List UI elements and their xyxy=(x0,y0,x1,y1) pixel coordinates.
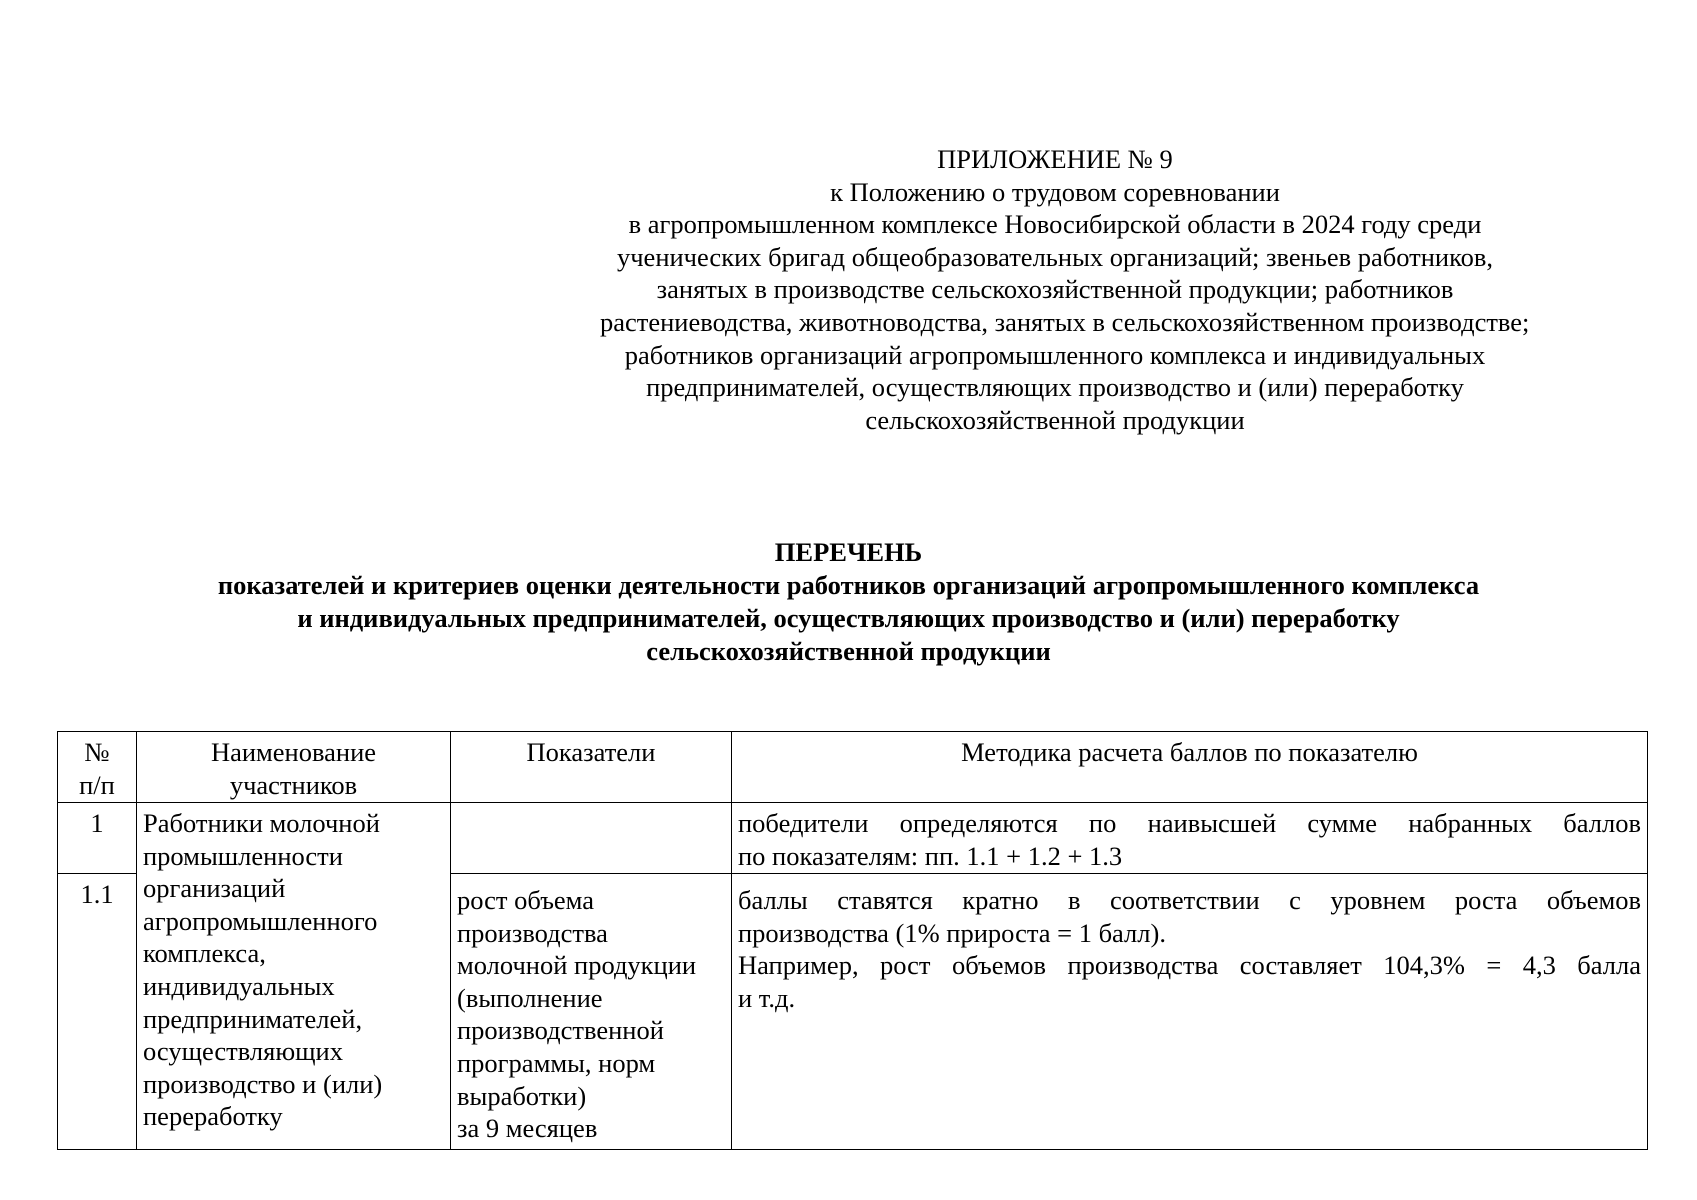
table-header-row xyxy=(58,732,1648,803)
participant-line: агропромышленного xyxy=(143,905,378,936)
table-row xyxy=(58,803,1648,874)
appendix-line-5: занятых в производстве сельскохозяйственной продукции; работников xyxy=(656,274,1454,305)
participant-line: организаций xyxy=(143,873,286,904)
method-cell xyxy=(732,874,1648,1150)
appendix-header xyxy=(600,143,1530,436)
appendix-line-1: ПРИЛОЖЕНИЕ № 9 xyxy=(937,144,1173,174)
appendix-line-4: ученических бригад общеобразовательных организаций; звеньев работников, xyxy=(616,241,1494,272)
indicator-line: рост объема xyxy=(457,885,595,915)
appendix-line-6: растениеводства, животноводства, занятых в сельскохозяйственном производстве; xyxy=(600,306,1530,337)
indicator-line: молочной продукции xyxy=(457,950,697,981)
participant-cell xyxy=(137,803,451,1150)
method-line: баллы ставятся кратно в соответствии с уровнем роста объемов xyxy=(738,885,1641,915)
title-line-3: сельскохозяйственной продукции xyxy=(646,636,1051,666)
appendix-line-8: предпринимателей, осуществляющих производство и (или) переработку xyxy=(646,372,1464,403)
appendix-line-9: сельскохозяйственной продукции xyxy=(865,404,1245,435)
method-line: победители определяются по наивысшей сумме набранных баллов xyxy=(738,808,1641,838)
indicator-line: производственной xyxy=(457,1015,664,1046)
participant-line: комплекса, xyxy=(143,938,266,969)
header-indicators: Показатели xyxy=(451,732,732,803)
participant-line: осуществляющих xyxy=(143,1036,343,1067)
indicator-line: производства xyxy=(457,917,608,948)
row-number: 1 xyxy=(58,803,137,874)
participant-line: переработку xyxy=(143,1101,283,1132)
title-line-2: и индивидуальных предпринимателей, осуществляющих производство и (или) переработку xyxy=(297,603,1400,633)
indicator-line: за 9 месяцев xyxy=(457,1113,598,1144)
method-line: по показателям: пп. 1.1 + 1.2 + 1.3 xyxy=(738,840,1123,871)
appendix-line-3: в агропромышленном комплексе Новосибирской области в 2024 году среди xyxy=(628,209,1482,240)
participant-line: Работники молочной xyxy=(143,808,380,838)
row-number: 1.1 xyxy=(58,874,137,1150)
method-line: производства (1% прироста = 1 балл). xyxy=(738,917,1166,948)
indicator-line: выработки) xyxy=(457,1080,587,1111)
participant-line: предпринимателей, xyxy=(143,1003,363,1034)
header-participants-line-2: участников xyxy=(229,769,358,800)
criteria-table xyxy=(57,731,1648,1150)
indicator-line: программы, норм xyxy=(457,1047,656,1078)
header-number xyxy=(58,732,137,803)
indicator-cell-empty xyxy=(451,803,732,874)
participant-line: индивидуальных xyxy=(143,970,335,1001)
method-line: Например, рост объемов производства составляет 104,3% = 4,3 балла xyxy=(738,950,1641,981)
title-heading: ПЕРЕЧЕНЬ xyxy=(774,537,923,567)
header-participants-line-1: Наименование xyxy=(210,737,377,767)
header-method: Методика расчета баллов по показателю xyxy=(732,732,1648,803)
method-line: и т.д. xyxy=(738,982,796,1013)
header-participants xyxy=(137,732,451,803)
appendix-line-2: к Положению о трудовом соревновании xyxy=(830,176,1280,207)
header-number-line-1: № xyxy=(84,737,110,767)
indicator-line: (выполнение xyxy=(457,982,603,1013)
header-number-line-2: п/п xyxy=(79,769,115,800)
indicator-cell xyxy=(451,874,732,1150)
appendix-line-7: работников организаций агропромышленного комплекса и индивидуальных xyxy=(624,339,1486,370)
participant-line: промышленности xyxy=(143,840,343,871)
participant-line: производство и (или) xyxy=(143,1068,383,1099)
document-title xyxy=(80,536,1617,668)
method-cell xyxy=(732,803,1648,874)
title-line-1: показателей и критериев оценки деятельности работников организаций агропромышленного комплекса xyxy=(217,570,1480,600)
